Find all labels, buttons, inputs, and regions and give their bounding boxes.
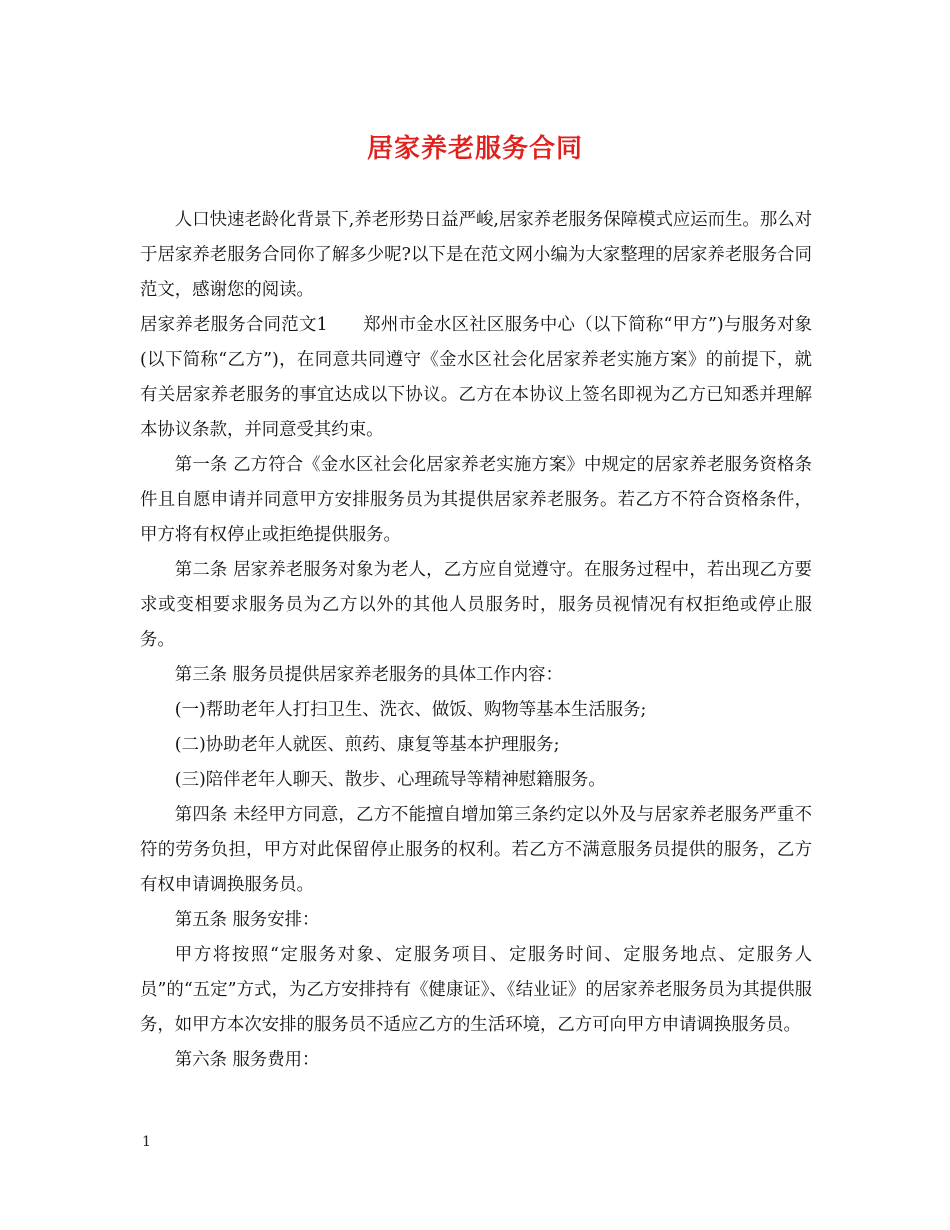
list-item-service-3: (三)陪伴老年人聊天、散步、心理疏导等精神慰籍服务。 — [174, 770, 606, 790]
paragraph-article-5: 第五条 服务安排： — [174, 910, 320, 930]
paragraph-article-4: 第四条 未经甲方同意，乙方不能擅自增加第三条约定以外及与居家养老服务严重不符的劳务负担，甲方对此保留停止服务的权利。若乙方不满意服务员提供的服务，乙方有权申请调换服务员。 — [140, 805, 812, 895]
paragraph-article-2: 第二条 居家养老服务对象为老人，乙方应自觉遵守。在服务过程中，若出现乙方要求或变相要求服务员为乙方以外的其他人员服务时，服务员视情况有权拒绝或停止服务。 — [140, 560, 812, 650]
paragraph-article-6: 第六条 服务费用： — [174, 1050, 320, 1070]
document-title: 居家养老服务合同 — [366, 134, 583, 164]
paragraph-article-3: 第三条 服务员提供居家养老服务的具体工作内容： — [174, 665, 563, 685]
paragraph-article-1: 第一条 乙方符合《金水区社会化居家养老实施方案》中规定的居家养老服务资格条件且自愿申请并同意甲方安排服务员为其提供居家养老服务。若乙方不符合资格条件，甲方将有权停止或拒绝提供服务。 — [140, 455, 812, 545]
list-item-service-2: (二)协助老年人就医、煎药、康复等基本护理服务; — [174, 735, 560, 755]
list-item-service-1: (一)帮助老年人打扫卫生、洗衣、做饭、购物等基本生活服务; — [174, 700, 647, 720]
paragraph-intro: 人口快速老龄化背景下,养老形势日益严峻,居家养老服务保障模式应运而生。那么对于居家养老服务合同你了解多少呢?以下是在范文网小编为大家整理的居家养老服务合同范文，感谢您的阅读。 — [140, 210, 812, 300]
document-body — [140, 203, 812, 1078]
paragraph-article-5-body: 甲方将按照“定服务对象、定服务项目、定服务时间、定服务地点、定服务人员”的“五定”方式，为乙方安排持有《健康证》、《结业证》的居家养老服务员为其提供服务，如甲方本次安排的服务员不适应乙方的生活环境，乙方可向甲方申请调换服务员。 — [140, 945, 812, 1035]
paragraph-preamble: 居家养老服务合同范文1 郑州市金水区社区服务中心（以下简称“甲方”)与服务对象(以下简称“乙方”)，在同意共同遵守《金水区社会化居家养老实施方案》的前提下，就有关居家养老服务的事宜达成以下协议。乙方在本协议上签名即视为乙方已知悉并理解本协议条款，并同意受其约束。 — [140, 315, 812, 440]
page-number: 1 — [142, 1134, 151, 1150]
